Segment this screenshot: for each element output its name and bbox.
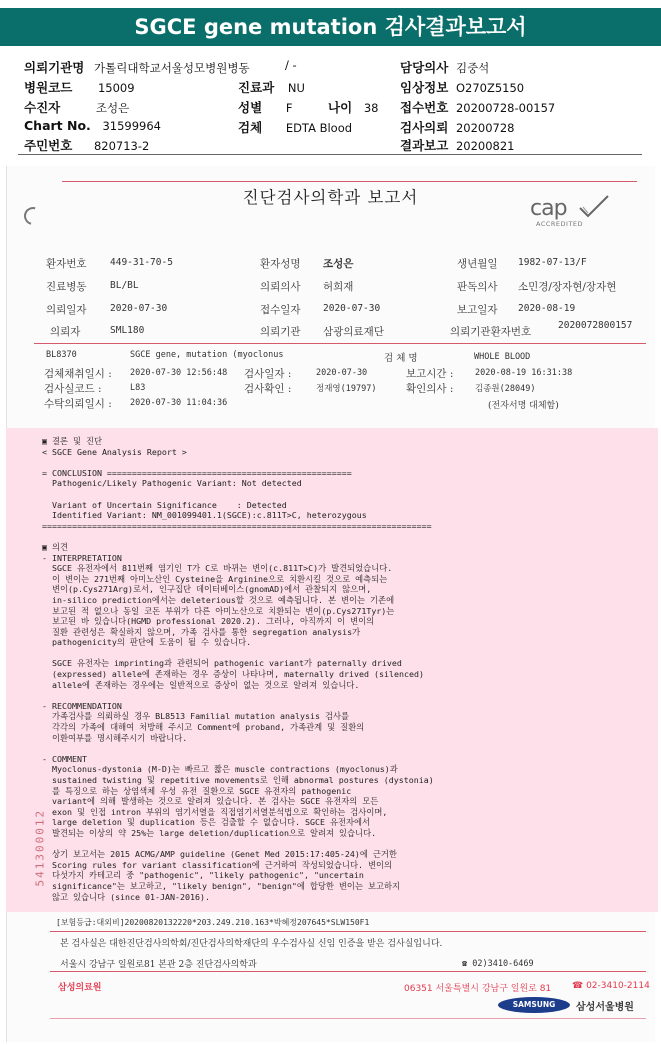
body-line: 발견되는 이상의 약 25%는 large deletion/duplication으로 알려져 있습니다.: [42, 827, 377, 838]
lab-phone: ☎ 02)3410-6469: [462, 959, 534, 969]
footer-brand: 삼성서울병원: [576, 1002, 634, 1013]
test-name: SGCE gene, mutation (myoclonus: [130, 350, 284, 360]
request-date-value: 20200728: [455, 121, 515, 135]
body-line: [42, 531, 434, 542]
age-value: 38: [363, 101, 379, 115]
body-line: (expressed) allele에 존재하는 경우 증상이 나타나며, maternally drived (silenced): [42, 669, 424, 680]
verify-value: 정재영(19797): [316, 384, 377, 394]
confirm-value: 김종원(28049): [475, 384, 536, 394]
institution-label: 의뢰기관명: [24, 60, 85, 75]
req-date-value: 2020-07-30: [110, 303, 168, 314]
bottom-red-rule-1: [50, 931, 646, 932]
body-line: significance"는 보고하고, "likely benign", "benign"에 합당한 변이는 보고하지: [42, 880, 401, 891]
body-line: - RECOMMENDATION: [42, 700, 122, 711]
body-line: 않고 있습니다 (since 01-JAN-2016).: [42, 891, 210, 902]
body-line: = CONCLUSION =================================================: [42, 467, 352, 478]
report-body-text: [42, 436, 434, 902]
ward-value: / -: [285, 58, 297, 72]
body-line: Variant of Uncertain Significance : Detected: [42, 499, 287, 510]
reader-value: 소민경/장자현/장자현: [518, 281, 617, 293]
dept-label: 진료과: [238, 80, 275, 95]
test-code: BL8370: [46, 350, 77, 360]
dept-value: NU: [287, 81, 305, 95]
body-line: variant에 의해 발생하는 것으로 알려져 있습니다. 본 검사는 SGCE 유전자의 모든: [42, 796, 379, 807]
doctor-label: 담당의사: [400, 60, 449, 75]
clinical-info-row: [400, 78, 524, 96]
clinical-info-label: 임상정보: [400, 80, 449, 95]
specimen-label: 검체: [238, 120, 263, 135]
collect-value: 2020-07-30 12:56:48: [130, 368, 228, 378]
lab-report-title: 진단검사의학과 보고서: [242, 188, 419, 207]
received-value: 2020-07-30 11:04:36: [130, 398, 228, 408]
age-label: 나이: [328, 100, 353, 115]
id-value: 820713-2: [93, 139, 150, 153]
body-line: [42, 489, 434, 500]
pname-label: 환자성명: [260, 258, 301, 270]
patient-label: 수진자: [24, 100, 61, 115]
dept-row: [238, 78, 305, 96]
collect-label: 검체채취일시 :: [44, 368, 112, 380]
body-line: [42, 457, 434, 468]
footer-address: 06351 서울특별시 강남구 일원로 81: [404, 984, 552, 994]
received-label: 수탁의뢰일시 :: [44, 398, 112, 410]
report-date-row: [400, 136, 515, 154]
cap-check-icon: [578, 194, 610, 220]
age-row: [328, 98, 378, 116]
body-line: Scoring rules for variant classification에 근거하여 작성되었습니다. 변이의: [42, 859, 392, 870]
body-line: 상기 보고서는 2015 ACMG/AMP guideline (Genet Med 2015:17:405-24)에 근거한: [42, 849, 397, 860]
id-label: 주민번호: [24, 138, 73, 153]
doctor-row: [400, 58, 489, 76]
rec-date-value: 2020-07-30: [323, 303, 381, 314]
dob-value: 1982-07-13/F: [518, 257, 587, 268]
report-date-label: 결과보고: [400, 138, 449, 153]
body-line: [42, 690, 434, 701]
rep-date-label: 보고일자: [457, 304, 498, 316]
body-line: SGCE 유전자는 imprinting과 관련되어 pathogenic variant가 paternally drived: [42, 658, 402, 669]
rec-date-label: 접수일자: [260, 304, 301, 316]
side-number: 541300012: [33, 808, 47, 887]
body-line: < SGCE Gene Analysis Report >: [42, 446, 187, 457]
verify-label: 검사확인 :: [244, 383, 292, 395]
rep-date-value: 2020-08-19: [518, 303, 576, 314]
lab-address: 서울시 강남구 일원로81 본관 2층 진단검사의학과: [60, 960, 257, 970]
certification-line: 본 검사실은 대한진단검사의학회/진단검사의학재단의 우수검사실 신임 인증을 받은 검사실입니다.: [60, 939, 443, 949]
body-line: [42, 648, 434, 659]
body-line: ==============================================================================: [42, 520, 432, 531]
body-line: 질환 관련성은 확실하지 않으며, 가족 검사를 통한 segregation analysis가: [42, 626, 361, 637]
sex-row: [238, 98, 292, 116]
body-line: large deletion 및 duplication 등은 검출할 수 없습니다. SGCE 유전자에서: [42, 817, 371, 828]
dob-label: 생년월일: [457, 258, 498, 270]
receipt-no-label: 접수번호: [400, 100, 449, 115]
req-doc-label: 의뢰의사: [260, 281, 301, 293]
requester-value: SML180: [110, 325, 145, 336]
receipt-no-value: 20200728-00157: [455, 101, 556, 115]
requester-label: 의뢰자: [50, 326, 81, 338]
patient-row: [24, 98, 129, 116]
exam-date-label: 검사일자 :: [244, 368, 292, 380]
body-line: 보고된 바 있습니다(HGMD professional 2020.2). 그러나, 아직까지 이 변이의: [42, 616, 375, 627]
chart-row: [24, 118, 161, 133]
ward-value-report: BL/BL: [110, 280, 139, 291]
body-line: 다섯가지 카테고리 중 "pathogenic", "likely pathogenic", "uncertain: [42, 870, 364, 881]
sex-value: F: [285, 101, 293, 115]
body-line: 이 변이는 271번째 아미노산인 Cysteine을 Arginine으로 치환시킬 것으로 예측되는: [42, 573, 388, 584]
report-title-bar: [0, 8, 661, 46]
confirm-label: 확인의사 :: [406, 383, 454, 395]
body-line: exon 및 인접 intron 부위의 염기서열을 직접염기서열분석법으로 확인하는 검사이며,: [42, 806, 388, 817]
footer-phone: ☎ 02-3410-2114: [572, 981, 650, 991]
header-divider: [18, 154, 642, 155]
samsung-logo: SAMSUNG: [498, 997, 570, 1013]
body-line: ▣ 의견: [42, 541, 69, 552]
doctor-value: 김중석: [455, 61, 490, 75]
request-date-label: 검사의뢰: [400, 120, 449, 135]
ward-label: 진료병동: [46, 281, 87, 293]
clinical-info-value: O270Z5150: [455, 81, 525, 95]
body-line: 이환여부를 명시해주시기 바랍니다.: [42, 732, 188, 743]
report-time-value: 2020-08-19 16:31:38: [475, 368, 573, 378]
body-line: - INTERPRETATION: [42, 552, 122, 563]
sex-label: 성별: [238, 100, 263, 115]
specimen-name-label: 검 체 명: [384, 353, 418, 364]
body-line: 각각의 가족에 대해여 처방해 주시고 Comment에 proband, 가족관계 및 질환의: [42, 722, 365, 733]
cap-accredited-logo: [530, 196, 610, 232]
bottom-red-rule-2: [50, 971, 646, 972]
report-time-label: 보고시간 :: [406, 368, 454, 380]
cap-logo-text: cap: [530, 196, 567, 221]
req-org-pid-label: 의뢰기관환자번호: [450, 326, 532, 338]
id-row: [24, 136, 149, 154]
req-org-label: 의뢰기관: [260, 326, 301, 338]
cap-accredited-text: ACCREDITED: [536, 220, 584, 228]
body-line: ▣ 결론 및 진단: [42, 436, 103, 446]
chart-value: 31599964: [102, 119, 161, 133]
bottom-red-rule-3: [50, 1018, 646, 1019]
body-line: in-silico prediction에서는 deleterious할 것으로 예측됩니다. 본 변이는 기존에: [42, 594, 395, 605]
hospital-code-value: 15009: [97, 81, 135, 95]
exam-code-label: 검사실코드 :: [44, 383, 102, 395]
report-date-value: 20200821: [455, 139, 515, 153]
patient-value: 조성은: [95, 101, 130, 115]
hospital-code-label: 병원코드: [24, 80, 73, 95]
body-line: [42, 743, 434, 754]
specimen-name-value: WHOLE BLOOD: [474, 352, 531, 362]
body-line: Pathogenic/Likely Pathogenic Variant: Not detected: [42, 478, 302, 489]
hospital-code-row: [24, 78, 135, 96]
req-date-label: 의뢰일자: [46, 304, 87, 316]
institution-value: 가톨릭대학교서울성모병원병동: [94, 61, 250, 75]
exam-code-value: L83: [130, 383, 146, 393]
reader-label: 판독의사: [457, 281, 498, 293]
insurance-line: [보험등급:대외비]20200820132220*203.249.210.163*박혜정207645*SLW150F1: [56, 918, 370, 927]
body-line: Identified Variant: NM_001099401.1(SGCE):c.811T>C, heterozygous: [42, 510, 367, 521]
body-line: SGCE 유전자에서 811번째 염기인 T가 C로 바뀌는 변이(c.811T>C)가 발견되었습니다.: [42, 563, 393, 574]
req-org-value: 삼광의료재단: [323, 326, 384, 338]
body-line: allele에 존재하는 경우에는 일반적으로 증상이 없는 것으로 알려져 있습니다.: [42, 679, 360, 690]
req-org-pid-value: 2020072800157: [558, 320, 633, 331]
request-date-row: [400, 118, 515, 136]
institution-row: [24, 58, 250, 76]
body-line: 변이(p.Cys271Arg)로서, 인구집단 데이터베이스(gnomAD)에서 관찰되지 않으며,: [42, 584, 372, 595]
chart-label: Chart No.: [24, 118, 91, 133]
exam-date-value: 2020-07-30: [316, 368, 368, 378]
report-title: SGCE gene mutation 검사결과보고서: [134, 15, 527, 39]
pid-label: 환자번호: [46, 258, 87, 270]
body-line: Myoclonus-dystonia (M-D)는 빠르고 짧은 muscle contractions (myoclonus)과: [42, 764, 398, 775]
body-line: 가족검사를 의뢰하실 경우 BL8513 Familial mutation analysis 검사를: [42, 711, 350, 722]
receipt-no-row: [400, 98, 555, 116]
esign-note: (전자서명 대체함): [488, 401, 559, 411]
body-line: sustained twisting 및 repetitive movements로 인해 abnormal postures (dystonia): [42, 775, 434, 785]
top-red-rule: [62, 181, 637, 182]
pid-value: 449-31-70-5: [110, 257, 173, 268]
footer-org: 삼성의료원: [58, 983, 102, 993]
body-line: 를 특징으로 하는 상염색체 우성 유전 질환으로 SGCE 유전자의 pathogenic: [42, 785, 352, 796]
pname-value: 조성은: [323, 258, 354, 270]
body-line: 보고된 적 없으나 동일 코돈 부위가 다른 아미노산으로 치환되는 변이(p.Cys271Tyr)는: [42, 605, 395, 616]
req-doc-value: 허희재: [323, 281, 354, 293]
mid-red-rule: [34, 343, 646, 344]
body-line: - COMMENT: [42, 753, 87, 764]
specimen-row: [238, 118, 352, 136]
body-line: [42, 839, 434, 850]
body-line: pathogenicity의 판단에 도움이 될 수 있습니다.: [42, 637, 252, 648]
specimen-value: EDTA Blood: [285, 121, 353, 135]
